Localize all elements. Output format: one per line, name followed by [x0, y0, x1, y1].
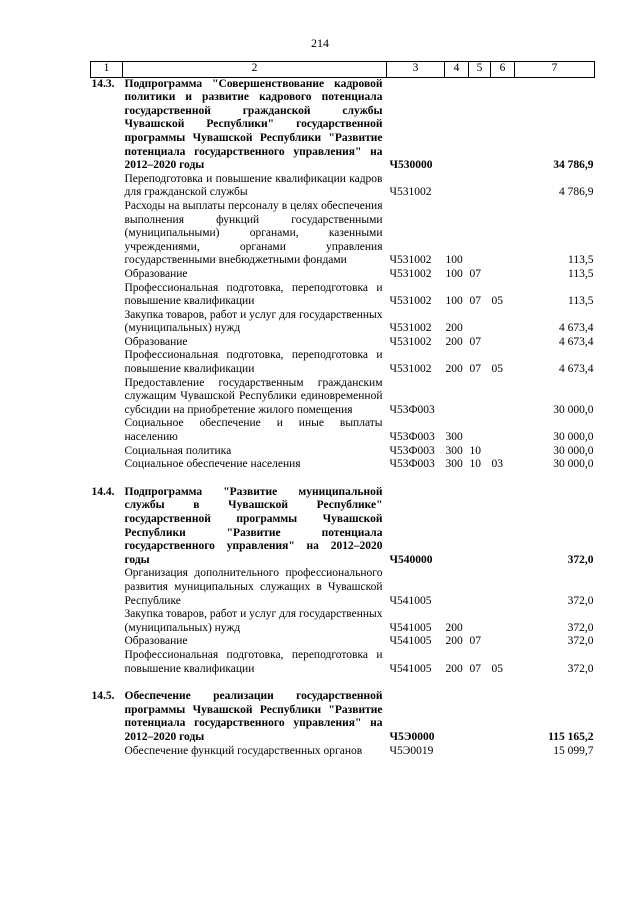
- row-c4-cell: 100: [445, 267, 463, 280]
- row-code-cell: Ч531002: [389, 295, 432, 308]
- column-header-6: 6: [491, 62, 515, 78]
- row-c5-cell: [469, 486, 491, 568]
- row-name-cell: Социальное обеспечение и иные выплаты населению: [124, 417, 383, 444]
- column-header-3: 3: [387, 62, 445, 78]
- row-number-cell: [91, 173, 123, 200]
- spacer-cell: [91, 472, 595, 486]
- column-header-row: [91, 62, 595, 78]
- row-amount-cell: 30 000,0: [553, 431, 594, 444]
- row-name-cell: Подпрограмма "Совершенствование кадровой политики и развитие кадрового потенциала государственной гражданской службы Чувашской Республики" государственной программы Чувашской Республики "Развитие потенциала государственного управления" на 2012–2020 годы: [124, 77, 383, 172]
- row-c5-cell: [469, 745, 491, 759]
- column-header-2: 2: [123, 62, 387, 78]
- row-code-cell: Ч540000: [389, 553, 433, 566]
- spacer-row: [91, 472, 595, 486]
- section-row: [91, 690, 595, 744]
- row-amount-cell: 4 673,4: [559, 335, 594, 348]
- row-c5-cell: [469, 309, 491, 336]
- row-c5-cell: 07: [469, 267, 481, 280]
- row-name-cell: Обеспечение функций государственных органов: [124, 744, 363, 757]
- row-c6-cell: [491, 377, 515, 418]
- row-c5-cell: 07: [469, 662, 481, 675]
- row-c4-cell: [445, 486, 469, 568]
- row-name-cell: Расходы на выплаты персоналу в целях обеспечения выполнения функций государственными (муниципальными) органами, казенными учреждениями, органами управления государственными внебюджетными фондами: [124, 199, 383, 267]
- row-c5-cell: 10: [469, 444, 481, 457]
- row-code-cell: Ч5Э0000: [389, 730, 435, 743]
- row-c5-cell: 07: [469, 295, 481, 308]
- column-header-7: 7: [515, 62, 595, 78]
- row-c6-cell: [491, 309, 515, 336]
- row-number-cell: [91, 445, 123, 459]
- row-name-cell: Профессиональная подготовка, переподготовка и повышение квалификации: [124, 648, 383, 675]
- row-c5-cell: [469, 567, 491, 608]
- table-row: [91, 282, 595, 309]
- column-header-4: 4: [445, 62, 469, 78]
- row-c6-cell: 03: [491, 458, 503, 471]
- page-number: 214: [311, 36, 329, 50]
- row-number-cell: [91, 268, 123, 282]
- row-name-cell: Социальная политика: [124, 444, 232, 457]
- table-row: [91, 173, 595, 200]
- row-number-cell: [91, 745, 123, 759]
- table-row: [91, 417, 595, 444]
- row-code-cell: Ч530000: [389, 159, 433, 172]
- row-c5-cell: [469, 77, 491, 173]
- row-c4-cell: 200: [445, 322, 463, 335]
- table-row: [91, 745, 595, 759]
- row-c6-cell: [491, 486, 515, 568]
- row-amount-cell: 115 165,2: [548, 730, 594, 743]
- row-code-cell: Ч531002: [389, 335, 432, 348]
- row-c4-cell: 200: [445, 335, 463, 348]
- row-c5-cell: [469, 377, 491, 418]
- table-row: [91, 567, 595, 608]
- row-number-cell: [91, 282, 123, 309]
- row-code-cell: Ч531002: [389, 254, 432, 267]
- row-code-cell: Ч531002: [389, 363, 432, 376]
- row-amount-cell: 372,0: [567, 662, 594, 675]
- table-row: [91, 445, 595, 459]
- row-c4-cell: 200: [445, 363, 463, 376]
- row-name-cell: Обеспечение реализации государственной программы Чувашской Республики "Развитие потенциала государственного управления" на 2012–2020 годы: [124, 690, 383, 743]
- row-c6-cell: 05: [491, 363, 503, 376]
- row-c4-cell: [445, 377, 469, 418]
- row-code-cell: Ч541005: [389, 662, 432, 675]
- table-row: [91, 377, 595, 418]
- row-c6-cell: 05: [491, 295, 503, 308]
- row-c5-cell: [469, 173, 491, 200]
- row-amount-cell: 30 000,0: [553, 403, 594, 416]
- row-c6-cell: [491, 336, 515, 350]
- row-c4-cell: 200: [445, 635, 463, 648]
- row-c4-cell: [445, 745, 469, 759]
- row-c6-cell: [491, 200, 515, 268]
- table-row: [91, 336, 595, 350]
- row-code-cell: Ч541005: [389, 635, 432, 648]
- row-amount-cell: 30 000,0: [553, 458, 594, 471]
- row-number-cell: [91, 608, 123, 635]
- table-row: [91, 268, 595, 282]
- table-row: [91, 349, 595, 376]
- column-header-1: 1: [91, 62, 123, 78]
- row-amount-cell: 4 673,4: [559, 322, 594, 335]
- row-c5-cell: 07: [469, 335, 481, 348]
- table-row: [91, 635, 595, 649]
- budget-table: [90, 61, 595, 758]
- row-amount-cell: 15 099,7: [553, 744, 594, 757]
- row-name-cell: Предоставление государственным гражданским служащим Чувашской Республики единовременной субсидии на приобретение жилого помещения: [124, 376, 383, 416]
- row-c4-cell: [445, 173, 469, 200]
- row-name-cell: Профессиональная подготовка, переподготовка и повышение квалификации: [124, 281, 383, 308]
- row-code-cell: Ч531002: [389, 186, 432, 199]
- table-row: [91, 608, 595, 635]
- row-number-cell: 14.3.: [91, 77, 115, 90]
- table-row: [91, 649, 595, 676]
- row-c6-cell: [491, 173, 515, 200]
- row-c6-cell: 05: [491, 662, 503, 675]
- row-amount-cell: 372,0: [567, 553, 594, 566]
- row-c4-cell: 100: [445, 295, 463, 308]
- table-body: [91, 77, 595, 758]
- section-row: [91, 77, 595, 173]
- row-code-cell: Ч531002: [389, 322, 432, 335]
- row-name-cell: Закупка товаров, работ и услуг для государственных (муниципальных) нужд: [124, 608, 383, 634]
- row-amount-cell: 4 786,9: [559, 186, 594, 199]
- row-c6-cell: [491, 567, 515, 608]
- row-code-cell: Ч53Ф003: [389, 458, 435, 471]
- row-c6-cell: [491, 608, 515, 635]
- row-name-cell: Образование: [124, 635, 188, 648]
- row-code-cell: Ч53Ф003: [389, 444, 435, 457]
- row-number-cell: [91, 635, 123, 649]
- budget-table-container: [90, 61, 594, 758]
- row-c4-cell: 300: [445, 458, 463, 471]
- row-number-cell: 14.5.: [91, 690, 115, 703]
- row-c6-cell: [491, 690, 515, 744]
- row-code-cell: Ч531002: [389, 267, 432, 280]
- row-code-cell: Ч5Э0019: [389, 744, 434, 757]
- row-c5-cell: 07: [469, 363, 481, 376]
- row-name-cell: Социальное обеспечение населения: [124, 458, 301, 471]
- row-c6-cell: [491, 445, 515, 459]
- row-number-cell: [91, 458, 123, 472]
- row-number-cell: [91, 200, 123, 268]
- row-amount-cell: 113,5: [568, 254, 594, 267]
- column-header-5: 5: [469, 62, 491, 78]
- row-amount-cell: 113,5: [568, 267, 594, 280]
- row-amount-cell: 34 786,9: [553, 159, 594, 172]
- section-row: [91, 486, 595, 568]
- row-c6-cell: [491, 268, 515, 282]
- row-c4-cell: [445, 690, 469, 744]
- row-c5-cell: 10: [469, 458, 481, 471]
- table-row: [91, 458, 595, 472]
- row-c4-cell: 300: [445, 444, 463, 457]
- row-number-cell: [91, 336, 123, 350]
- row-c4-cell: 300: [445, 431, 463, 444]
- row-c4-cell: 200: [445, 662, 463, 675]
- row-name-cell: Профессиональная подготовка, переподготовка и повышение квалификации: [124, 349, 383, 376]
- row-name-cell: Образование: [124, 335, 188, 348]
- row-c5-cell: [469, 608, 491, 635]
- row-c4-cell: 200: [445, 621, 463, 634]
- row-amount-cell: 113,5: [568, 295, 594, 308]
- row-number-cell: [91, 349, 123, 376]
- row-number-cell: [91, 377, 123, 418]
- row-c6-cell: [491, 77, 515, 173]
- row-c5-cell: [469, 200, 491, 268]
- row-name-cell: Подпрограмма "Развитие муниципальной службы в Чувашской Республике" государственной программы Чувашской Республики "Развитие потенциала государственного управления" на 2012–2020 годы: [124, 485, 383, 566]
- row-code-cell: Ч53Ф003: [389, 403, 435, 416]
- row-c5-cell: 07: [469, 635, 481, 648]
- row-code-cell: Ч53Ф003: [389, 431, 435, 444]
- row-amount-cell: 372,0: [567, 594, 594, 607]
- row-amount-cell: 372,0: [567, 621, 594, 634]
- row-c4-cell: [445, 77, 469, 173]
- row-amount-cell: 30 000,0: [553, 444, 594, 457]
- row-number-cell: [91, 309, 123, 336]
- row-number-cell: 14.4.: [91, 485, 115, 498]
- row-c6-cell: [491, 635, 515, 649]
- row-name-cell: Закупка товаров, работ и услуг для государственных (муниципальных) нужд: [124, 308, 383, 335]
- row-c5-cell: [469, 690, 491, 744]
- row-c5-cell: [469, 417, 491, 444]
- row-number-cell: [91, 417, 123, 444]
- row-number-cell: [91, 649, 123, 676]
- row-code-cell: Ч541005: [389, 594, 432, 607]
- table-row: [91, 200, 595, 268]
- row-c6-cell: [491, 417, 515, 444]
- row-c4-cell: [445, 567, 469, 608]
- row-amount-cell: 4 673,4: [559, 363, 594, 376]
- table-row: [91, 309, 595, 336]
- row-code-cell: Ч541005: [389, 621, 432, 634]
- row-c4-cell: 100: [445, 254, 463, 267]
- row-name-cell: Переподготовка и повышение квалификации кадров для гражданской службы: [124, 172, 383, 199]
- row-amount-cell: 372,0: [567, 635, 594, 648]
- row-c6-cell: [491, 745, 515, 759]
- spacer-cell: [91, 676, 595, 690]
- row-name-cell: Образование: [124, 267, 188, 280]
- spacer-row: [91, 676, 595, 690]
- row-number-cell: [91, 567, 123, 608]
- row-name-cell: Организация дополнительного профессионального развития муниципальных служащих в Чувашской Республике: [124, 567, 383, 607]
